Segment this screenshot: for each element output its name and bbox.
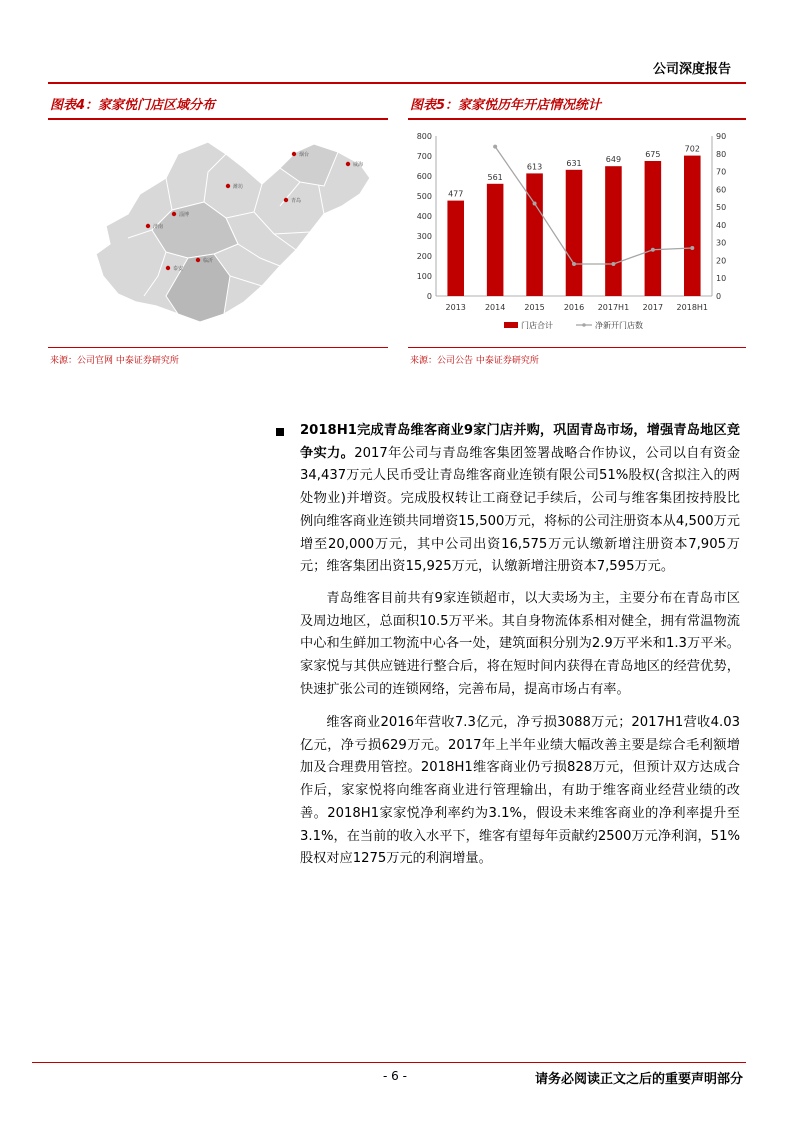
- left-axis-tick: 400: [416, 212, 432, 221]
- bar-data-label: 561: [487, 172, 503, 182]
- bar: [566, 170, 583, 296]
- line-point: [533, 202, 537, 206]
- line-point: [651, 248, 655, 252]
- bar-data-label: 631: [566, 158, 582, 168]
- svg-text:临沂: 临沂: [203, 258, 214, 264]
- left-axis-tick: 700: [416, 152, 432, 161]
- footer-divider: [32, 1062, 746, 1063]
- right-axis-tick: 90: [716, 132, 727, 141]
- bar-data-label: 613: [526, 162, 543, 172]
- svg-text:烟台: 烟台: [299, 152, 310, 158]
- store-count-chart: [408, 126, 746, 342]
- svg-text:潍坊: 潍坊: [233, 184, 244, 190]
- svg-text:青岛: 青岛: [291, 198, 302, 204]
- line-point: [611, 262, 615, 266]
- bar: [447, 201, 464, 296]
- x-tick-label: 2016: [563, 303, 585, 312]
- x-tick-label: 2013: [445, 303, 466, 312]
- left-axis-tick: 600: [416, 172, 432, 181]
- svg-text:济南: 济南: [153, 224, 164, 230]
- figure5-title: 图表5：家家悦历年开店情况统计: [410, 98, 602, 113]
- legend-bar-label: 门店合计: [521, 321, 553, 330]
- figure5-title-underline: [408, 118, 746, 120]
- paragraph-1-rest: 2017年公司与青岛维客集团签署战略合作协议，公司以自有资金34,437万元人民币受让青岛维客商业连锁有限公司51%股权(含拟注入的两处物业)并增资。完成股权转让工商登记手续后，公司与维客集团按持股比例向维客商业连锁共同增资15,500万元，将标的公司注册资本从4,500万元增至20,000万元，其中公司出资16,575万元认缴新增注册资本7,905万元；维客集团出资15,925万元，认缴新增注册资本7,595万元。: [300, 445, 741, 575]
- right-axis-tick: 20: [716, 256, 727, 266]
- bar-data-label: 675: [645, 150, 661, 159]
- bar: [645, 161, 662, 296]
- bar: [487, 184, 504, 296]
- svg-text:威海: 威海: [353, 162, 364, 168]
- x-tick-label: 2017H1: [597, 303, 630, 312]
- x-tick-label: 2017: [642, 303, 664, 312]
- left-axis-tick: 500: [416, 192, 432, 201]
- left-axis-tick: 800: [416, 132, 432, 141]
- right-axis-tick: 70: [716, 167, 727, 177]
- figure4-title-underline: [48, 118, 388, 120]
- bar: [684, 156, 701, 296]
- paragraph-1-lead: 2018H1完成青岛维客商业9家门店并购，巩固青岛市场，增强青岛地区竞争实力。: [300, 423, 740, 461]
- legend-bar-swatch: [504, 322, 518, 328]
- bar-data-label: 702: [684, 144, 700, 154]
- header-divider: [48, 82, 746, 84]
- disclaimer-note: 请务必阅读正文之后的重要声明部分: [534, 1072, 743, 1087]
- bullet-marker: [276, 428, 284, 436]
- store-distribution-map: [48, 126, 388, 336]
- paragraph-2: 青岛维客目前共有9家连锁超市，以大卖场为主，主要分布在青岛市区及周边地区，总面积10.5万平米。其自身物流体系相对健全，拥有常温物流中心和生鲜加工物流中心各一处，建筑面积分别为2.9万平米和1.3万平米。家家悦与其供应链进行整合后，将在短时间内获得在青岛地区的经营优势，快速扩张公司的连锁网络，完善布局，提高市场占有率。: [300, 591, 740, 697]
- x-tick-label: 2018H1: [676, 303, 709, 312]
- x-tick-label: 2015: [524, 303, 545, 312]
- figure4-title: 图表4：家家悦门店区域分布: [50, 98, 216, 113]
- bar: [605, 166, 622, 296]
- paragraph-3: 维客商业2016年营收7.3亿元，净亏损3088万元；2017H1营收4.03亿元，净亏损629万元。2017年上半年业绩大幅改善主要是综合毛利额增加及合理费用管控。2018H1维客商业仍亏损828万元，但预计双方达成合作后，家家悦将向维客商业进行管理输出，有助于维客商业经营业绩的改善。2018H1家家悦净利率约为3.1%，假设未来维客商业的净利率提升至3.1%，在当前的收入水平下，维客有望每年贡献约2500万元净利润，51%股权对应1275万元的利润增量。: [300, 715, 740, 867]
- report-type-header: 公司深度报告: [652, 62, 731, 77]
- figure5-source-divider: [408, 347, 746, 348]
- left-axis-tick: 0: [426, 292, 432, 301]
- bar-data-label: 649: [605, 155, 622, 165]
- left-axis-tick: 300: [416, 232, 432, 241]
- paragraph-1: [300, 420, 740, 579]
- right-axis-tick: 50: [716, 203, 727, 213]
- left-axis-tick: 200: [416, 252, 432, 261]
- legend-line-marker: [582, 323, 586, 327]
- right-axis-tick: 80: [716, 149, 727, 159]
- bar: [526, 173, 543, 296]
- right-axis-tick: 0: [716, 292, 722, 301]
- legend-line-label: 净新开门店数: [595, 321, 643, 330]
- figure5-source: 来源：公司公告 中泰证券研究所: [410, 356, 539, 366]
- x-tick-label: 2014: [484, 303, 506, 312]
- bar-data-label: 477: [448, 189, 464, 199]
- line-point: [572, 262, 576, 266]
- line-series: [495, 147, 692, 264]
- figure4-source-divider: [48, 347, 388, 348]
- right-axis-tick: 60: [716, 185, 727, 195]
- left-axis-tick: 100: [416, 272, 432, 281]
- line-point: [690, 246, 694, 250]
- figure4-source: 来源：公司官网 中泰证券研究所: [50, 356, 179, 366]
- right-axis-tick: 10: [716, 274, 727, 284]
- right-axis-tick: 40: [716, 220, 727, 230]
- svg-text:泰安: 泰安: [173, 266, 184, 272]
- page-number: - 6 -: [383, 1069, 407, 1083]
- line-point: [493, 145, 497, 149]
- svg-text:淄博: 淄博: [179, 212, 190, 218]
- right-axis-tick: 30: [716, 238, 727, 248]
